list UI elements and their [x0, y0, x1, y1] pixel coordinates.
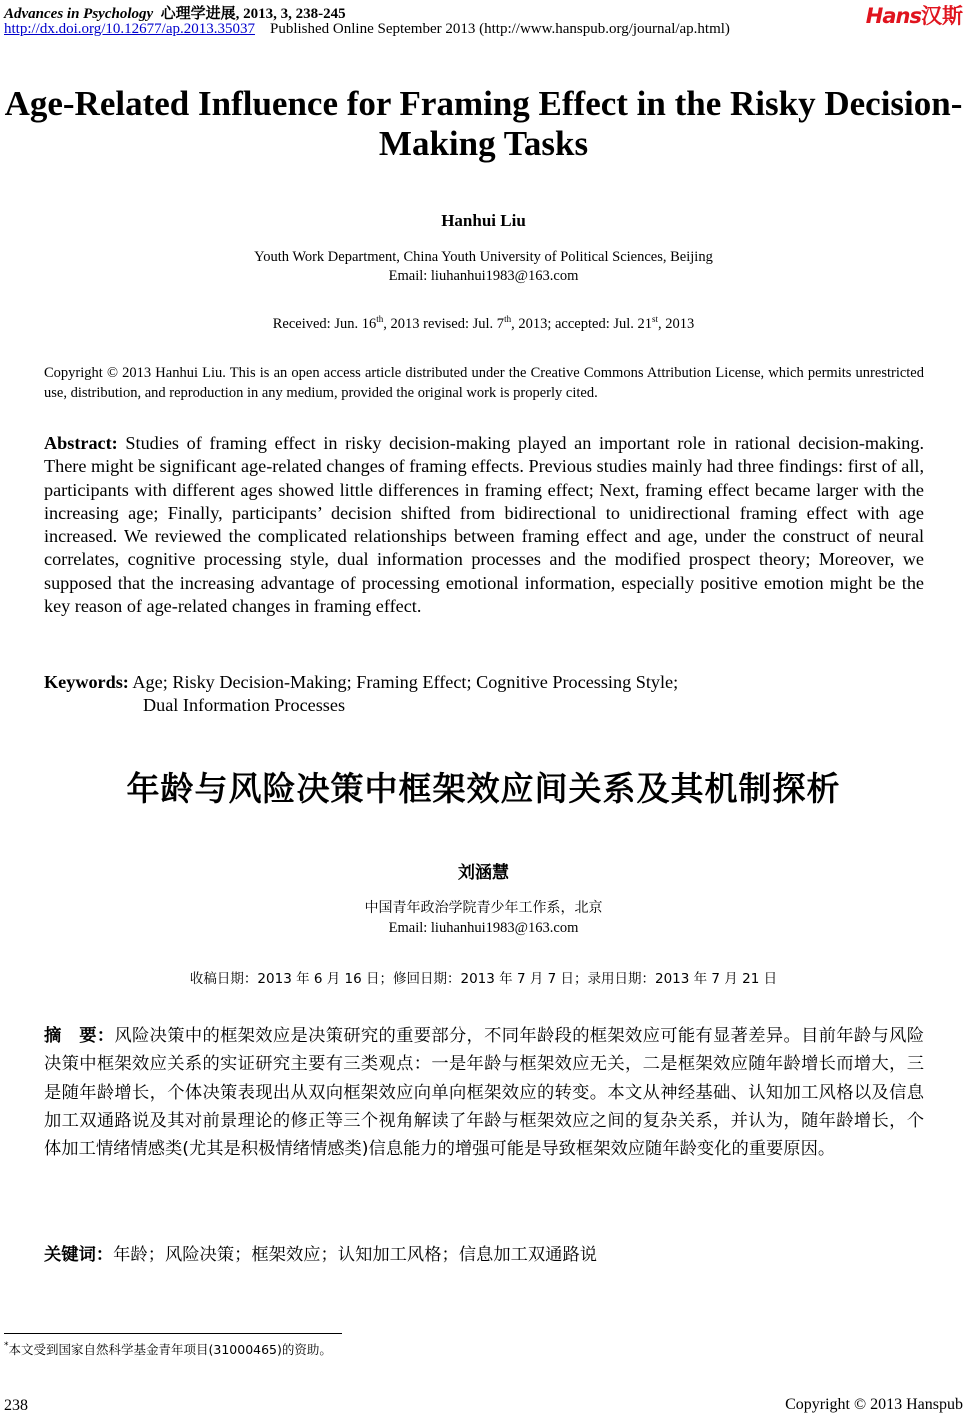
chinese-abstract-label: 摘 要：	[44, 1026, 115, 1046]
journal-name: Advances in Psychology	[4, 6, 154, 22]
published-online: Published Online September 2013 (http://www.hanspub.org/journal/ap.html)	[269, 21, 730, 37]
chinese-keywords-label: 关键词：	[44, 1245, 114, 1265]
dates-tail: , 2013	[658, 316, 695, 332]
footnote-text: 本文受到国家自然科学基金青年项目(31000465)的资助。	[8, 1342, 332, 1357]
doi-link[interactable]: http://dx.doi.org/10.12677/ap.2013.35037	[4, 21, 255, 37]
abstract	[44, 432, 924, 618]
publication-info	[4, 21, 730, 38]
revised-date: , 2013 revised: Jul. 7	[383, 316, 505, 332]
dates-line	[0, 316, 967, 333]
author-name: Hanhui Liu	[441, 211, 526, 230]
chinese-keywords-text: 年龄；风险决策；框架效应；认知加工风格；信息加工双通路说	[113, 1245, 598, 1265]
chinese-dates: 收稿日期：2013 年 6 月 16 日；修回日期：2013 年 7 月 7 日；录用日期：2013 年 7 月 21 日	[189, 971, 778, 987]
logo-cn: 汉斯	[921, 4, 963, 28]
page-number: 238	[4, 1397, 28, 1414]
paper-title: Age-Related Influence for Framing Effect in the Risky Decision-Making Tasks	[4, 84, 963, 163]
accepted-date: , 2013; accepted: Jul. 21	[511, 316, 653, 332]
logo-latin: Hans	[865, 4, 921, 28]
chinese-title: 年龄与风险决策中框架效应间关系及其机制探析	[126, 769, 841, 808]
chinese-keywords	[44, 1240, 597, 1265]
journal-volume-info: 心理学进展, 2013, 3, 238-245	[160, 6, 346, 22]
chinese-affiliation: 中国青年政治学院青少年工作系，北京	[364, 900, 603, 916]
affiliation: Youth Work Department, China Youth University of Political Sciences, Beijing	[254, 249, 713, 265]
keywords	[44, 671, 678, 717]
abstract-text: Studies of framing effect in risky decision-making played an important role in rational decision-making. There might be significant age-related changes of framing effects. Previous studies mainly had three findings: first of all, participants with different ages showed little differences in framing effect; Next, framing effect became larger with the increasing age; Finally, participants’ decision shifted from bidirectional to unidirectional framing effect with age increased. We reviewed the complicated relationships between framing effect and age, under the construct of neural correlates, cognitive processing style, dual information processes and the modified prospect theory; Moreover, we supposed that the increasing advantage of processing emotional information, especially positive emotion might be the key reason of age-related changes in framing effect.	[44, 433, 925, 617]
chinese-affiliation-block	[0, 898, 967, 938]
revised-sup: th	[504, 314, 512, 324]
received-date: Received: Jun. 16	[272, 316, 377, 332]
footer-copyright: Copyright © 2013 Hanspub	[785, 1396, 963, 1413]
abstract-label: Abstract:	[44, 433, 118, 453]
chinese-abstract	[44, 1022, 924, 1163]
keywords-label: Keywords:	[44, 672, 129, 692]
chinese-email: Email: liuhanhui1983@163.com	[388, 920, 579, 936]
accepted-sup: st	[652, 314, 659, 324]
journal-header	[4, 2, 346, 23]
chinese-abstract-text: 风险决策中的框架效应是决策研究的重要部分，不同年龄段的框架效应可能有显著差异。目前年龄与风险决策中框架效应关系的实证研究主要有三类观点：一是年龄与框架效应无关，二是框架效应随年龄增长而增大，三是随年龄增长，个体决策表现出从双向框架效应向单向框架效应的转变。本文从神经基础、认知加工风格以及信息加工双通路说及其对前景理论的修正等三个视角解读了年龄与框架效应之间的复杂关系，并认为，随年龄增长，个体加工情绪情感类(尤其是积极情绪情感类)信息能力的增强可能是导致框架效应随年龄变化的重要原因。	[44, 1026, 924, 1160]
footnote-mark: *	[4, 1341, 9, 1351]
footnote-divider	[4, 1333, 342, 1334]
copyright-notice: Copyright © 2013 Hanhui Liu. This is an open access article distributed under the Creative Commons Attribution License, which permits unrestricted use, distribution, and reproduction in any medium, provided the original work is properly cited.	[44, 365, 924, 401]
keywords-line-2: Dual Information Processes	[143, 695, 346, 715]
received-sup: th	[376, 314, 384, 324]
affiliation-block	[0, 248, 967, 286]
chinese-author: 刘涵慧	[458, 863, 509, 883]
author-email: Email: liuhanhui1983@163.com	[388, 268, 579, 284]
footnote	[4, 1340, 332, 1358]
hanspub-logo	[866, 0, 963, 30]
keywords-line-1: Age; Risky Decision-Making; Framing Effect; Cognitive Processing Style;	[132, 672, 679, 692]
